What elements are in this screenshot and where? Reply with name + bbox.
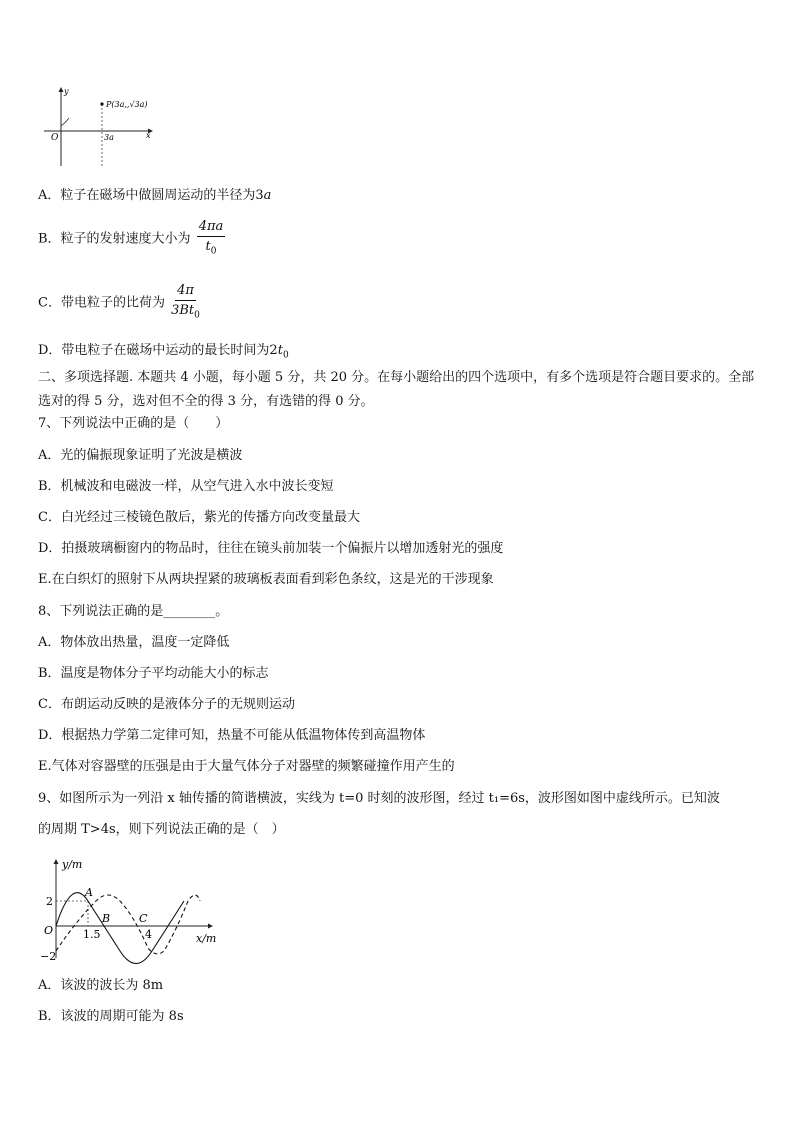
q9-option-a: A．该波的波长为 8m	[38, 978, 164, 993]
q6-option-c-fraction: $\frac{4\pi}{3Bt_0}$	[171, 283, 200, 321]
q8-option-c: C．布朗运动反映的是液体分子的无规则运动	[38, 697, 295, 712]
fig1-tick-label: 3a	[104, 133, 114, 142]
q9-stem-line-2: 的周期 T>4s，则下列说法正确的是（ ）	[38, 822, 285, 837]
q7-option-d: D．拍摄玻璃橱窗内的物品时，往往在镜头前加装一个偏振片以增加透射光的强度	[38, 541, 504, 556]
fig1-point-label: P(3a,,√3a)	[106, 100, 148, 109]
fig2-y-tick-bottom: −2	[40, 950, 57, 963]
fig1-y-arrow	[59, 87, 64, 92]
fig1-x-label: x	[146, 131, 151, 140]
q9-option-b: B．该波的周期可能为 8s	[38, 1009, 184, 1024]
q7-option-e: E.在白织灯的照射下从两块捏紧的玻璃板表面看到彩色条纹，这是光的干涉现象	[38, 572, 494, 587]
fig2-dashed-wave	[56, 895, 200, 954]
fig2-solid-wave	[56, 893, 184, 964]
fig2-y-label: y/m	[62, 858, 83, 871]
q6-option-b-fraction: $\frac{4\pi a}{t_0}$	[198, 219, 224, 257]
q6-option-b: B．粒子的发射速度大小为 $\frac{4\pi a}{t_0}$	[38, 219, 224, 257]
q7-option-b: B．机械波和电磁波一样，从空气进入水中波长变短	[38, 479, 334, 494]
q8-option-b: B．温度是物体分子平均动能大小的标志	[38, 666, 269, 681]
fig2-origin-label: O	[44, 924, 54, 937]
fig2-y-arrow	[54, 859, 59, 864]
fig1-origin-label: O	[51, 133, 59, 143]
fig2-point-b: B	[102, 912, 111, 925]
figure-coordinate-point-p	[40, 84, 170, 172]
fig1-angle-arc	[61, 118, 69, 126]
q6-option-c: C．带电粒子的比荷为 $\frac{4\pi}{3Bt_0}$	[38, 283, 200, 321]
fig2-x-label: x/m	[196, 932, 217, 945]
q9-stem-line-1: 9、如图所示为一列沿 x 轴传播的简谐横波，实线为 t=0 时刻的波形图，经过 t₁=6s，波形图如图中虚线所示。已知波	[38, 791, 720, 806]
q6-option-d: D．带电粒子在磁场中运动的最长时间为$2t_0$	[38, 343, 289, 361]
fig1-y-label: y	[64, 87, 69, 96]
q6-option-a: A．粒子在磁场中做圆周运动的半径为3a	[38, 188, 272, 203]
fig2-x-tick-1-5: 1.5	[83, 928, 101, 941]
fig2-x-tick-4: 4	[145, 928, 152, 941]
q8-option-d: D．根据热力学第二定律可知，热量不可能从低温物体传到高温物体	[38, 728, 426, 743]
figure-wave-graph	[40, 852, 230, 964]
section-2-instructions: 二、多项选择题. 本题共 4 小题，每小题 5 分，共 20 分。在每小题给出的四个选项中，有多个选项是符合题目要求的。全部选对的得 5 分，选对但不全的得 3 分，有选错的得 0 分。	[38, 370, 755, 409]
q8-stem: 8、下列说法正确的是________。	[38, 604, 229, 619]
fig2-point-c: C	[139, 912, 148, 925]
fig2-x-arrow	[208, 924, 213, 929]
q7-option-c: C．白光经过三棱镜色散后，紫光的传播方向改变量最大	[38, 510, 360, 525]
fig2-y-tick-top: 2	[46, 895, 53, 908]
q8-option-a: A．物体放出热量，温度一定降低	[38, 635, 230, 650]
q8-option-e: E.气体对容器壁的压强是由于大量气体分子对器壁的频繁碰撞作用产生的	[38, 759, 455, 774]
fig1-point-p	[100, 102, 103, 105]
q7-stem: 7、下列说法中正确的是（ ）	[38, 416, 229, 431]
q7-option-a: A．光的偏振现象证明了光波是横波	[38, 448, 243, 463]
fig2-point-a: A	[85, 886, 93, 899]
